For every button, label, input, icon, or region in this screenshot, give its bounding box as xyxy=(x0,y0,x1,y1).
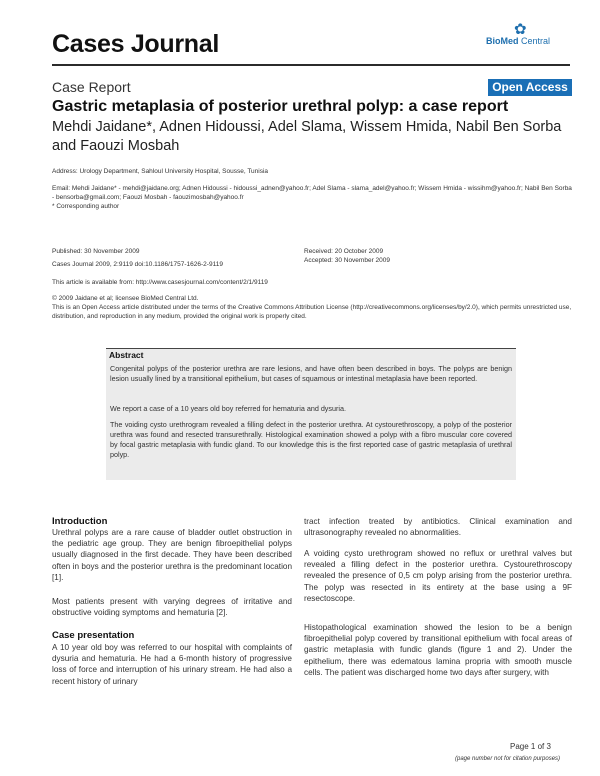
introduction-paragraph-2: Most patients present with varying degrees of irritative and obstructive voiding symptoms and hematuria [2]. xyxy=(52,597,292,618)
copyright-line: © 2009 Jaidane et al; licensee BioMed Central Ltd. xyxy=(52,295,199,302)
page-number-note: (page number not for citation purposes) xyxy=(455,756,561,762)
journal-title: Cases Journal xyxy=(52,30,220,58)
introduction-heading: Introduction xyxy=(52,516,108,527)
article-title: Gastric metaplasia of posterior urethral polyp: a case report xyxy=(52,98,509,115)
right-column-paragraph-1: tract infection treated by antibiotics. Clinical examination and ultrasonography revealed no abnormalities. xyxy=(304,517,572,538)
publication-info xyxy=(52,247,302,269)
open-access-badge: Open Access xyxy=(488,79,572,96)
abstract-paragraph-2: We report a case of a 10 years old boy referred for hematuria and dysuria. xyxy=(110,404,346,413)
logo-text-bold: BioMed xyxy=(486,36,519,46)
introduction-paragraph-1: Urethral polyps are a rare cause of bladder outlet obstruction in the pediatric age group. They are benign fibroepithelial polyps usually diagnosed in the first decade. They have been described often in boys and the posterior urethra is the predominant location [1]. xyxy=(52,528,292,582)
author-address: Address: Urology Department, Sahloul University Hospital, Sousse, Tunisia xyxy=(52,168,269,175)
right-column-paragraph-2: A voiding cysto urethrogram showed no reflux or urethral valves but revealed a filling defect in the posterior urethra. Cystourethroscopy revealed the presence of 0,5 cm polyp arising from the posterior urethra. The polyp was resected in its entirety at the base using a 9F resectoscope. xyxy=(304,549,572,603)
abstract-heading: Abstract xyxy=(109,350,144,360)
corresponding-author-note: * Corresponding author xyxy=(52,203,120,210)
logo-text-light: Central xyxy=(518,36,551,46)
biomed-central-logo xyxy=(486,20,566,50)
right-column-paragraph-3: Histopathological examination showed the lesion to be a benign fibroepithelial polyp covered by transitional epithelium with focal areas of gastric metaplasia with fundic glands (figure 1 and 2). Under the epithelium, there was edematous lamina propria with smooth muscle cells. The patient was discharged home two days after surgery, with xyxy=(304,623,572,677)
license-text: This is an Open Access article distributed under the terms of the Creative Commons Attribution License (http://creativecommons.org/licenses/by/2.0), which permits unrestricted use, distribution, and reproduction in any medium, provided the original work is properly cited. xyxy=(52,304,572,320)
article-type: Case Report xyxy=(52,79,131,95)
abstract-paragraph-1: Congenital polyps of the posterior urethra are rare lesions, and have often been described in boys. The polyps are benign lesion usually lined by a transitional epithelium, but cases of squamous or intestinal metaplasia have been reported. xyxy=(110,364,512,383)
published-date: Published: 30 November 2009 xyxy=(52,248,140,255)
header-rule xyxy=(52,64,570,66)
author-list: Mehdi Jaidane*, Adnen Hidoussi, Adel Slama, Wissem Hmida, Nabil Ben Sorba and Faouzi Mosbah xyxy=(52,119,562,154)
received-date: Received: 20 October 2009 xyxy=(304,248,384,255)
license-block xyxy=(52,294,572,321)
abstract-header xyxy=(106,348,516,360)
logo-swirl-icon: ✿ xyxy=(514,21,527,38)
case-presentation-heading: Case presentation xyxy=(52,630,135,641)
citation: Cases Journal 2009, 2:9119 doi:10.1186/1757-1626-2-9119 xyxy=(52,261,223,268)
accepted-date: Accepted: 30 November 2009 xyxy=(304,257,390,264)
received-accepted-info xyxy=(304,247,554,265)
availability-link[interactable]: This article is available from: http://www.casesjournal.com/content/2/1/9119 xyxy=(52,279,268,286)
author-emails: Email: Mehdi Jaidane* - mehdi@jaidane.org; Adnen Hidoussi - hidoussi_adnen@yahoo.fr; Adel Slama - slama_adel@yahoo.fr; Wissem Hmida - wissihm@yahoo.fr; Nabil Ben Sorba - bensorba@gmail.com; Faouzi Mosbah - faouzimosbah@yahoo.fr xyxy=(52,185,572,201)
page-number: Page 1 of 3 xyxy=(510,742,551,751)
case-presentation-paragraph-1: A 10 year old boy was referred to our hospital with complaints of dysuria and hematuria. He had a 6-month history of progressive loss of force and interruption of his urinary stream. He had also a recent history of urinary xyxy=(52,643,292,686)
abstract-paragraph-3: The voiding cysto urethrogram revealed a filling defect in the posterior urethra. At cystourethroscopy, a polyp of the posterior urethra was found and resected transurethrally. Histological examination showed a polyp with a fibro muscular core covered by focal gastric metaplasia with fundic gland. To our knowledge this is the first reported case of gastric metaplasia of urethral polyp. xyxy=(110,420,512,459)
